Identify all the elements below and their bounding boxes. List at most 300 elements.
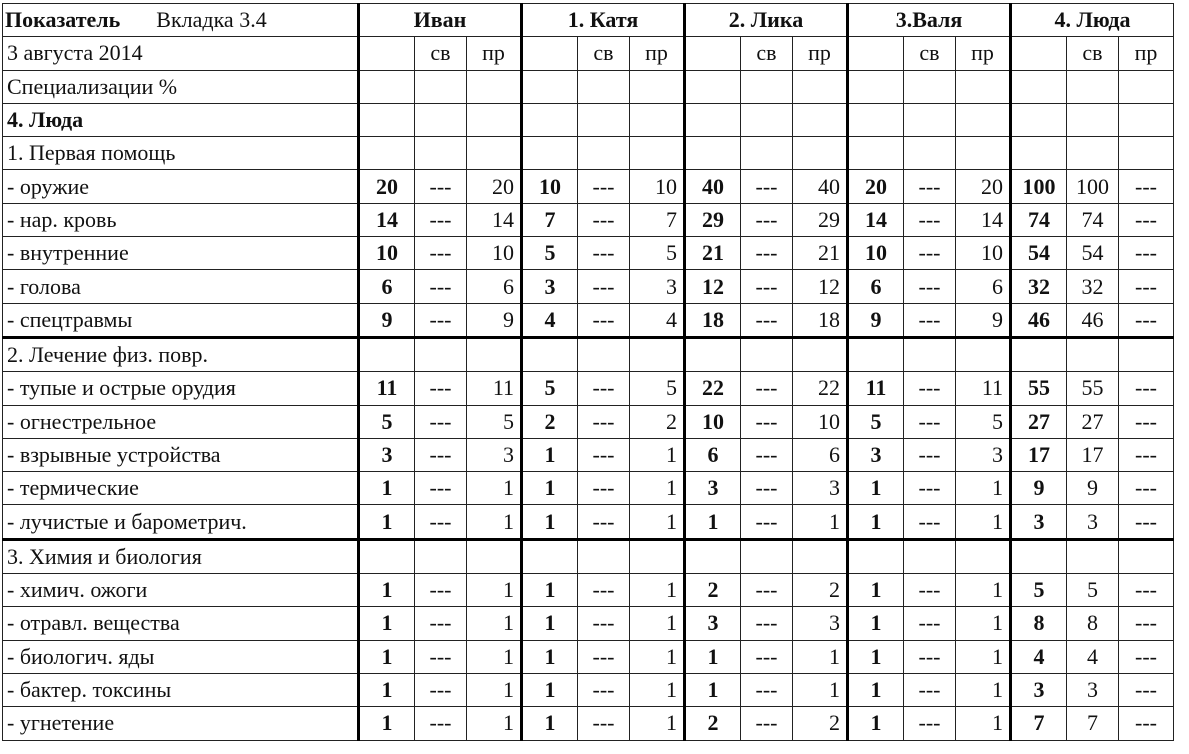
subheader-pr: пр [956, 37, 1011, 70]
sv-cell: --- [904, 707, 956, 740]
sv-cell: --- [578, 237, 630, 270]
empty-cell [415, 103, 467, 136]
specialization-table [2, 3, 1174, 741]
pr-cell: 1 [467, 472, 522, 505]
total-cell: 27 [1011, 405, 1067, 438]
sv-cell: --- [415, 405, 467, 438]
section-label: 4. Люда [3, 103, 359, 136]
table-row [3, 607, 1174, 640]
empty-cell [630, 103, 685, 136]
row-label: - огнестрельное [3, 405, 359, 438]
sv-cell: --- [578, 270, 630, 303]
pr-cell: 1 [793, 673, 848, 706]
empty-cell [630, 337, 685, 371]
header-title-cell [3, 4, 359, 37]
group-header-lika: 2. Лика [685, 4, 848, 37]
empty-cell [956, 70, 1011, 103]
pr-cell: 10 [793, 405, 848, 438]
pr-cell: --- [1119, 303, 1174, 337]
sv-cell: --- [578, 372, 630, 405]
empty-cell [522, 137, 578, 170]
sv-cell: --- [741, 237, 793, 270]
total-cell: 11 [359, 372, 415, 405]
sv-cell: 54 [1067, 237, 1119, 270]
sv-cell: --- [415, 673, 467, 706]
empty-cell [741, 103, 793, 136]
empty-cell [685, 137, 741, 170]
empty-cell [793, 70, 848, 103]
empty-cell [1119, 539, 1174, 573]
total-cell: 3 [685, 472, 741, 505]
sv-cell: --- [741, 372, 793, 405]
empty-cell [956, 103, 1011, 136]
empty-cell [1119, 137, 1174, 170]
sv-cell: 32 [1067, 270, 1119, 303]
row-label: - угнетение [3, 707, 359, 740]
pr-cell: 1 [467, 505, 522, 539]
subheader-pr: пр [630, 37, 685, 70]
subheader-pr: пр [467, 37, 522, 70]
pr-cell: 1 [467, 640, 522, 673]
row-label: - спецтравмы [3, 303, 359, 337]
pr-cell: 1 [467, 673, 522, 706]
pr-cell: 5 [956, 405, 1011, 438]
row-label: - нар. кровь [3, 203, 359, 236]
total-cell: 100 [1011, 170, 1067, 203]
pr-cell: 1 [630, 438, 685, 471]
row-label: - химич. ожоги [3, 574, 359, 607]
total-cell: 1 [522, 505, 578, 539]
header-row-groups [3, 4, 1174, 37]
table-row [3, 505, 1174, 539]
total-cell: 3 [848, 438, 904, 471]
section-chem-bio [3, 539, 1174, 573]
total-cell: 14 [359, 203, 415, 236]
total-cell: 9 [359, 303, 415, 337]
sv-cell: --- [415, 438, 467, 471]
total-cell: 1 [685, 673, 741, 706]
sv-cell: --- [415, 607, 467, 640]
total-cell: 20 [359, 170, 415, 203]
total-cell: 1 [848, 673, 904, 706]
subheader-sv: св [1067, 37, 1119, 70]
sv-cell: --- [415, 472, 467, 505]
pr-cell: --- [1119, 170, 1174, 203]
sv-cell: --- [415, 170, 467, 203]
empty-cell [956, 137, 1011, 170]
sv-cell: --- [578, 574, 630, 607]
empty-cell [1011, 137, 1067, 170]
pr-cell: --- [1119, 707, 1174, 740]
pr-cell: 5 [630, 237, 685, 270]
empty-cell [415, 70, 467, 103]
total-cell: 7 [1011, 707, 1067, 740]
empty-cell [956, 539, 1011, 573]
pr-cell: 6 [467, 270, 522, 303]
table-row [3, 372, 1174, 405]
pr-cell: 20 [467, 170, 522, 203]
pr-cell: --- [1119, 673, 1174, 706]
total-cell: 1 [359, 472, 415, 505]
total-cell: 1 [848, 505, 904, 539]
sv-cell: --- [904, 203, 956, 236]
total-cell: 10 [848, 237, 904, 270]
subheader-pr: пр [1119, 37, 1174, 70]
sv-cell: --- [904, 472, 956, 505]
table-row [3, 707, 1174, 740]
sv-cell: --- [904, 640, 956, 673]
total-cell: 74 [1011, 203, 1067, 236]
pr-cell: 12 [793, 270, 848, 303]
total-cell: 1 [522, 574, 578, 607]
group-header-katya: 1. Катя [522, 4, 685, 37]
group-header-valya: 3.Валя [848, 4, 1011, 37]
total-cell: 1 [522, 640, 578, 673]
subheader-sv: св [741, 37, 793, 70]
total-cell: 3 [522, 270, 578, 303]
pr-cell: 1 [630, 472, 685, 505]
total-cell: 40 [685, 170, 741, 203]
pr-cell: 5 [467, 405, 522, 438]
total-cell: 14 [848, 203, 904, 236]
pr-cell: 14 [956, 203, 1011, 236]
sv-cell: --- [741, 673, 793, 706]
empty-cell [359, 337, 415, 371]
empty-cell [741, 70, 793, 103]
pr-cell: 1 [630, 505, 685, 539]
pr-cell: 1 [956, 673, 1011, 706]
pr-cell: --- [1119, 607, 1174, 640]
pr-cell: 20 [956, 170, 1011, 203]
row-label: - взрывные устройства [3, 438, 359, 471]
total-cell: 10 [359, 237, 415, 270]
sv-cell: --- [578, 640, 630, 673]
pr-cell: --- [1119, 505, 1174, 539]
pr-cell: 1 [467, 574, 522, 607]
section-label: Специализации % [3, 70, 359, 103]
sv-cell: --- [904, 303, 956, 337]
pr-cell: 3 [793, 472, 848, 505]
total-cell: 55 [1011, 372, 1067, 405]
pr-cell: 10 [467, 237, 522, 270]
table-row [3, 673, 1174, 706]
total-cell: 1 [685, 505, 741, 539]
total-cell: 6 [848, 270, 904, 303]
sv-cell: --- [741, 303, 793, 337]
table-row [3, 170, 1174, 203]
pr-cell: 21 [793, 237, 848, 270]
empty-cell [956, 337, 1011, 371]
sv-cell: --- [415, 270, 467, 303]
pr-cell: 1 [956, 707, 1011, 740]
sv-cell: --- [904, 607, 956, 640]
sv-cell: --- [578, 438, 630, 471]
sv-cell: --- [578, 673, 630, 706]
sv-cell: --- [904, 237, 956, 270]
pr-cell: --- [1119, 203, 1174, 236]
sv-cell: 100 [1067, 170, 1119, 203]
total-cell: 3 [359, 438, 415, 471]
total-cell: 6 [359, 270, 415, 303]
total-cell: 11 [848, 372, 904, 405]
sv-cell: 8 [1067, 607, 1119, 640]
section-specializations [3, 70, 1174, 103]
row-label: - термические [3, 472, 359, 505]
row-label: - внутренние [3, 237, 359, 270]
table-row [3, 574, 1174, 607]
total-cell: 7 [522, 203, 578, 236]
total-cell: 17 [1011, 438, 1067, 471]
pr-cell: 1 [630, 640, 685, 673]
empty-cell [467, 137, 522, 170]
total-cell: 1 [848, 640, 904, 673]
sv-cell: --- [578, 303, 630, 337]
empty-cell [904, 337, 956, 371]
empty-cell [904, 103, 956, 136]
pr-cell: 1 [793, 505, 848, 539]
tab-label: Вкладка 3.4 [156, 7, 267, 33]
sv-cell: --- [904, 372, 956, 405]
total-cell: 10 [685, 405, 741, 438]
total-cell: 1 [522, 673, 578, 706]
pr-cell: 3 [467, 438, 522, 471]
sv-cell: --- [415, 303, 467, 337]
total-cell: 4 [522, 303, 578, 337]
pr-cell: 1 [630, 707, 685, 740]
empty-cell [848, 337, 904, 371]
empty-cell [685, 337, 741, 371]
total-cell: 1 [522, 472, 578, 505]
total-cell: 1 [359, 505, 415, 539]
pr-cell: 11 [956, 372, 1011, 405]
sv-cell: 3 [1067, 673, 1119, 706]
sv-cell: --- [741, 472, 793, 505]
sv-cell: --- [741, 707, 793, 740]
total-cell: 3 [685, 607, 741, 640]
pr-cell: 3 [956, 438, 1011, 471]
sv-cell: --- [904, 270, 956, 303]
pr-cell: 10 [630, 170, 685, 203]
empty-cell [685, 539, 741, 573]
sv-cell: --- [904, 170, 956, 203]
empty-cell [522, 70, 578, 103]
empty-cell [578, 137, 630, 170]
pr-cell: 22 [793, 372, 848, 405]
total-cell: 1 [685, 640, 741, 673]
total-cell: 9 [848, 303, 904, 337]
empty-cell [1067, 137, 1119, 170]
empty-cell [578, 337, 630, 371]
total-cell: 5 [522, 372, 578, 405]
sv-cell: --- [904, 405, 956, 438]
section-label: 1. Первая помощь [3, 137, 359, 170]
sv-cell: --- [578, 203, 630, 236]
empty-cell [1119, 337, 1174, 371]
empty-cell [793, 337, 848, 371]
sv-cell: 74 [1067, 203, 1119, 236]
total-cell: 5 [359, 405, 415, 438]
pr-cell: 5 [630, 372, 685, 405]
empty-cell [415, 337, 467, 371]
sv-cell: --- [578, 707, 630, 740]
total-cell: 4 [1011, 640, 1067, 673]
total-cell: 1 [359, 673, 415, 706]
empty-cell [1011, 70, 1067, 103]
empty-cell [415, 137, 467, 170]
pr-cell: 1 [956, 574, 1011, 607]
empty-cell [904, 70, 956, 103]
group-header-lyuda: 4. Люда [1011, 4, 1174, 37]
sv-cell: --- [415, 372, 467, 405]
total-cell: 1 [848, 707, 904, 740]
sv-cell: 27 [1067, 405, 1119, 438]
total-cell: 1 [848, 574, 904, 607]
total-cell: 22 [685, 372, 741, 405]
row-label: - лучистые и барометрич. [3, 505, 359, 539]
pr-cell: 40 [793, 170, 848, 203]
sv-cell: 3 [1067, 505, 1119, 539]
total-cell: 12 [685, 270, 741, 303]
pr-cell: 2 [793, 707, 848, 740]
table-row [3, 237, 1174, 270]
empty-cell [685, 70, 741, 103]
empty-cell [741, 337, 793, 371]
pr-cell: --- [1119, 237, 1174, 270]
total-cell: 2 [685, 574, 741, 607]
total-cell: 1 [359, 707, 415, 740]
sv-cell: --- [904, 505, 956, 539]
pr-cell: 1 [630, 574, 685, 607]
pr-cell: 1 [630, 673, 685, 706]
sv-cell: --- [904, 574, 956, 607]
empty-cell [359, 103, 415, 136]
subheader-sv: св [415, 37, 467, 70]
sv-cell: --- [415, 203, 467, 236]
sv-cell: --- [741, 640, 793, 673]
sv-cell: 9 [1067, 472, 1119, 505]
sv-cell: 5 [1067, 574, 1119, 607]
empty-cell [522, 337, 578, 371]
empty-cell [630, 70, 685, 103]
pr-cell: 1 [793, 640, 848, 673]
pr-cell: 3 [630, 270, 685, 303]
empty-cell [793, 539, 848, 573]
empty-cell [467, 70, 522, 103]
sv-cell: --- [415, 574, 467, 607]
empty-cell [522, 103, 578, 136]
section-label: 3. Химия и биология [3, 539, 359, 573]
sv-cell: 17 [1067, 438, 1119, 471]
empty-cell [630, 137, 685, 170]
section-person [3, 103, 1174, 136]
subheader-total [685, 37, 741, 70]
empty-cell [359, 70, 415, 103]
total-cell: 1 [359, 607, 415, 640]
subheader-total [359, 37, 415, 70]
subheader-pr: пр [793, 37, 848, 70]
empty-cell [467, 337, 522, 371]
subheader-sv: св [578, 37, 630, 70]
empty-cell [848, 70, 904, 103]
sv-cell: 55 [1067, 372, 1119, 405]
pr-cell: 1 [956, 607, 1011, 640]
empty-cell [1011, 337, 1067, 371]
group-header-ivan: Иван [359, 4, 522, 37]
subheader-total [1011, 37, 1067, 70]
empty-cell [578, 103, 630, 136]
sv-cell: --- [415, 237, 467, 270]
total-cell: 1 [848, 607, 904, 640]
total-cell: 2 [685, 707, 741, 740]
section-first-aid [3, 137, 1174, 170]
total-cell: 29 [685, 203, 741, 236]
total-cell: 5 [848, 405, 904, 438]
table-row [3, 438, 1174, 471]
row-label: - тупые и острые орудия [3, 372, 359, 405]
pr-cell: 1 [956, 472, 1011, 505]
empty-cell [904, 539, 956, 573]
empty-cell [741, 137, 793, 170]
empty-cell [848, 103, 904, 136]
empty-cell [848, 137, 904, 170]
total-cell: 8 [1011, 607, 1067, 640]
total-cell: 6 [685, 438, 741, 471]
empty-cell [359, 539, 415, 573]
sv-cell: --- [415, 505, 467, 539]
pr-cell: 9 [956, 303, 1011, 337]
table-row [3, 472, 1174, 505]
empty-cell [630, 539, 685, 573]
sv-cell: --- [578, 170, 630, 203]
total-cell: 1 [522, 707, 578, 740]
sv-cell: --- [741, 505, 793, 539]
sv-cell: --- [578, 607, 630, 640]
table-row [3, 405, 1174, 438]
subheader-total [522, 37, 578, 70]
pr-cell: 1 [956, 640, 1011, 673]
pr-cell: 6 [956, 270, 1011, 303]
row-label: - отравл. вещества [3, 607, 359, 640]
empty-cell [1011, 103, 1067, 136]
subheader-sv: св [904, 37, 956, 70]
empty-cell [1119, 70, 1174, 103]
sv-cell: --- [741, 270, 793, 303]
row-label: - оружие [3, 170, 359, 203]
subheader-total [848, 37, 904, 70]
sv-cell: 4 [1067, 640, 1119, 673]
total-cell: 1 [359, 640, 415, 673]
sv-cell: --- [741, 607, 793, 640]
empty-cell [904, 137, 956, 170]
pr-cell: 29 [793, 203, 848, 236]
total-cell: 54 [1011, 237, 1067, 270]
table-row [3, 203, 1174, 236]
empty-cell [741, 539, 793, 573]
total-cell: 1 [522, 607, 578, 640]
pr-cell: 14 [467, 203, 522, 236]
empty-cell [793, 137, 848, 170]
total-cell: 3 [1011, 673, 1067, 706]
total-cell: 5 [522, 237, 578, 270]
empty-cell [522, 539, 578, 573]
empty-cell [1011, 539, 1067, 573]
sv-cell: --- [741, 574, 793, 607]
pr-cell: 10 [956, 237, 1011, 270]
pr-cell: 1 [467, 707, 522, 740]
total-cell: 1 [359, 574, 415, 607]
sv-cell: --- [578, 472, 630, 505]
pr-cell: --- [1119, 405, 1174, 438]
